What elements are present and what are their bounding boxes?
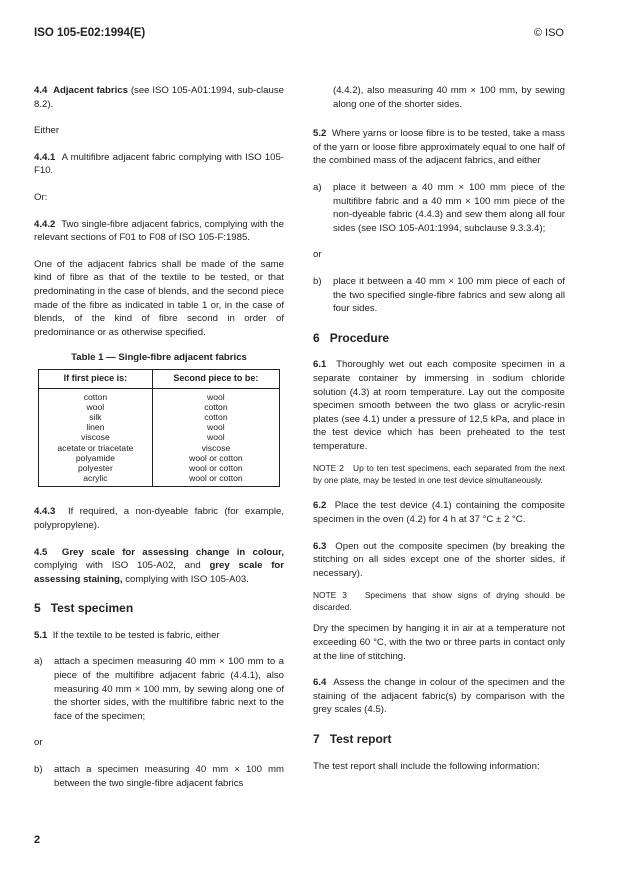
- clause-5-1: 5.1 If the textile to be tested is fabric, either: [34, 629, 220, 641]
- table-row: polyester wool or cotton: [39, 463, 280, 473]
- clause-6-2: 6.2 Place the test device (4.1) containing the composite specimen in the oven (4.2) for 4 h at 37 °C ± 2 °C.: [313, 500, 565, 526]
- or-text: or: [34, 737, 43, 749]
- clause-6-3: 6.3 Open out the composite specimen (by breaking the stitching on all sides except one of the shorter sides, if necessary).: [313, 540, 565, 579]
- or-text: Or:: [34, 191, 48, 203]
- clause-4-4-2: 4.4.2 Two single-fibre adjacent fabrics, complying with the relevant sections of F01 to F08 of ISO 105-F:1985.: [34, 218, 284, 244]
- table-row: silk cotton: [39, 412, 280, 422]
- clause-6-4: 6.4 Assess the change in colour of the specimen and the staining of the adjacent fabric(s) by comparison with the grey scales (4.5).: [313, 677, 565, 716]
- note-2: NOTE 2 Up to ten test specimens, each separated from the next by one plate, may be tested in one test device simultaneously.: [313, 463, 566, 486]
- list-item-b: b) place it between a 40 mm × 100 mm piece of each of the two specified single-fibre fabrics and sew along all four sides.: [313, 275, 565, 315]
- list-item-a: a) attach a specimen measuring 40 mm × 100 mm to a piece of the multifibre adjacent fabric (4.4.1), also measuring 40 mm × 100 mm, by sewing along one of the shorter sides, with the multifibre fabric next to the face of the specimen;: [34, 656, 284, 722]
- section-6-heading: 6 Procedure: [313, 330, 390, 345]
- list-item-a: a) place it between a 40 mm × 100 mm piece of the multifibre fabric and a 40 mm × 100 mm piece of the non-dyeable fabric (4.4.3) and sew them along all four sides (see ISO 105-A01:1994, subclause 9.3.3.4);: [313, 181, 565, 234]
- adjacent-fabric-paragraph: One of the adjacent fabrics shall be made of the same kind of fibre as that of the textile to be tested, or that predominating in the case of blends, and the second piece made of the fibre as indicated in table 1 or, in the case of blends, of the kind of fibre second in order of predominance or as otherwise specified.: [34, 258, 284, 338]
- clause-6-1: 6.1 Thoroughly wet out each composite specimen in a separate container by immersing in sodium chloride solution (4.3) at room temperature. Lay out the composite specimen smooth between the two glass or acrylic-resin plates (see 4.1) under a pressure of 12,5 kPa, and place in the test device which has been preheated to the test temperature.: [313, 359, 565, 452]
- clause-4-4: 4.4 Adjacent fabrics (see ISO 105-A01:1994, sub-clause 8.2).: [34, 85, 284, 110]
- table-row: linen wool: [39, 422, 280, 432]
- table-row: cotton wool: [39, 388, 280, 402]
- table-row: wool cotton: [39, 402, 280, 412]
- report-paragraph: The test report shall include the following information:: [313, 760, 540, 772]
- or-text: or: [313, 249, 322, 261]
- table-row: acetate or triacetate viscose: [39, 443, 280, 453]
- left-column: [34, 84, 284, 790]
- right-column: [313, 84, 565, 773]
- clause-4-4-1: 4.4.1 A multifibre adjacent fabric complying with ISO 105-F10.: [34, 151, 284, 177]
- note-3: NOTE 3 Specimens that show signs of drying should be discarded.: [313, 590, 565, 613]
- list-item-b: b) attach a specimen measuring 40 mm × 100 mm between the two single-fibre adjacent fabrics: [34, 764, 284, 789]
- copyright-mark: © ISO: [533, 27, 564, 39]
- clause-4-4-3: 4.4.3 If required, a non-dyeable fabric (for example, polypropylene).: [34, 506, 284, 531]
- document-id: ISO 105-E02:1994(E): [34, 27, 146, 39]
- fabric-table: [38, 369, 280, 487]
- section-7-heading: 7 Test report: [313, 732, 392, 746]
- drying-paragraph: Dry the specimen by hanging it in air at a temperature not exceeding 60 °C, with the two or three parts in contact only at the line of stitching.: [313, 623, 565, 662]
- section-5-heading: 5 Test specimen: [34, 601, 134, 616]
- table-row: viscose wool: [39, 432, 280, 442]
- table-header: If first piece is:: [39, 369, 153, 388]
- either-text: Either: [34, 125, 60, 137]
- table-header: Second piece to be:: [152, 369, 279, 388]
- clause-5-2: 5.2 Where yarns or loose fibre is to be tested, take a mass of the yarn or loose fibre approximately equal to one half of the combined mass of the adjacent fabrics, and either: [313, 128, 565, 167]
- table-row: acrylic wool or cotton: [39, 473, 280, 487]
- table-row: polyamide wool or cotton: [39, 453, 280, 463]
- page-number: 2: [34, 834, 41, 846]
- list-continuation: (4.4.2), also measuring 40 mm × 100 mm, by sewing along one of the shorter sides.: [333, 85, 565, 110]
- table-title: Table 1 — Single-fibre adjacent fabrics: [71, 352, 247, 364]
- clause-4-5: 4.5 Grey scale for assessing change in colour, complying with ISO 105-A02, and grey scale for assessing staining, complying with ISO 105-A03.: [34, 546, 284, 585]
